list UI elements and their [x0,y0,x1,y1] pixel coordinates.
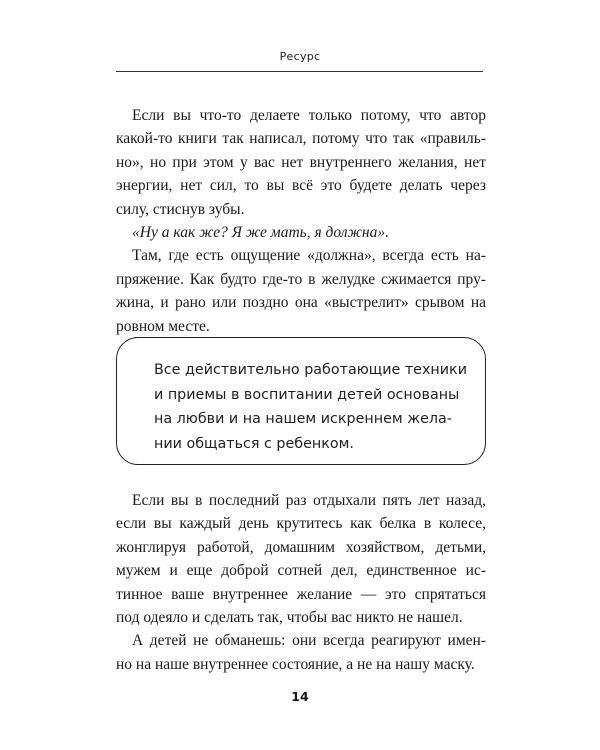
quote-line: «Ну а как же? Я же мать, я должна». [132,224,389,242]
text-line: но», но при этом у вас нет внутреннего желания, нет [116,153,486,171]
body-text-top [116,104,486,338]
text-line: мужем и еще доброй сотней дел, единственное ис- [116,562,486,580]
text-line: под одеяло и сделать так, чтобы вас никто не нашел. [116,609,463,627]
callout-line: на любви и на нашем искреннем жела- [154,411,452,427]
paragraph-quote [116,221,486,244]
text-line: силу, стиснув зубы. [116,200,245,218]
callout-text [154,358,467,456]
running-header: Ресурс [279,50,321,63]
text-line: жина, и рано или поздно она «выстрелит» срывом на [116,294,486,312]
paragraph [116,489,486,629]
callout-line: нии общаться с ребенком. [154,435,354,452]
text-line: жонглируя работой, домашним хозяйством, детьми, [116,538,486,556]
text-line: Если вы в последний раз отдыхали пять лет назад, [132,492,486,509]
header-divider [116,71,483,72]
paragraph [116,104,486,221]
text-line: если вы каждый день крутитесь как белка в колесе, [116,515,486,533]
text-line: тинное ваше внутреннее желание — это спрятаться [116,585,486,603]
body-text-bottom [116,489,486,676]
page-number: 14 [291,689,309,704]
callout-box [116,337,486,465]
paragraph [116,629,486,676]
text-line: пряжение. Как будто где-то в желудке сжимается пру- [116,270,486,288]
callout-line: Все действительно работающие техники [154,362,467,378]
callout-line: и приемы в воспитании детей основаны [154,386,460,403]
text-line: энергии, нет сил, то вы всё это будете делать через [116,177,486,195]
text-line: какой-то книги так написал, потому что так «правиль- [116,130,486,148]
text-line: А детей не обманешь: они всегда реагируют имен- [132,632,486,650]
text-line: Там, где есть ощущение «должна», всегда есть на- [132,247,486,265]
text-line: но на наше внутреннее состояние, а не на нашу маску. [116,655,475,673]
text-line: Если вы что-то делаете только потому, что автор [132,107,486,124]
paragraph [116,244,486,338]
text-line: ровном месте. [116,317,210,335]
